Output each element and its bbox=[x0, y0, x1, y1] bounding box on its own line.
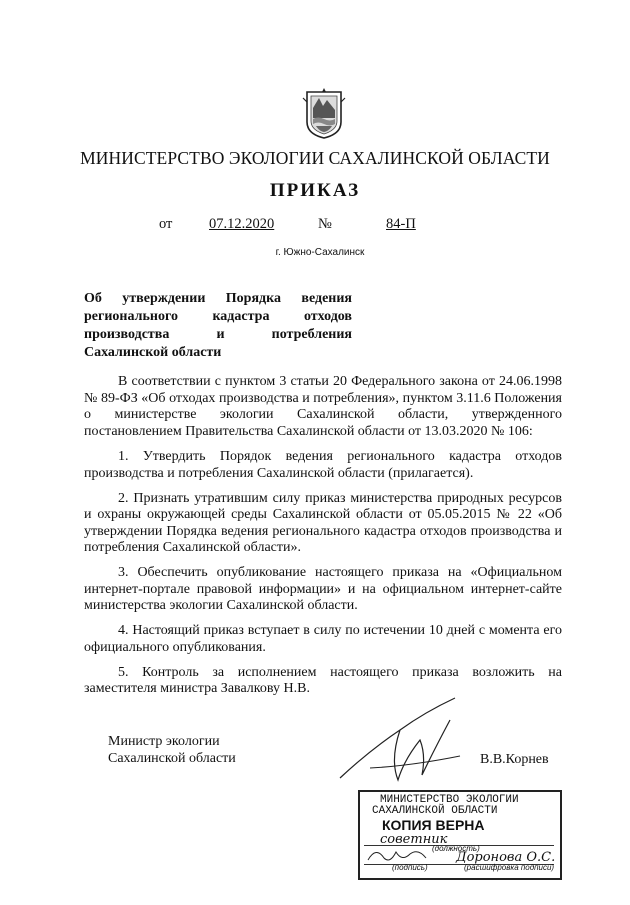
city: г. Южно-Сахалинск bbox=[275, 247, 365, 258]
order-item: 1. Утвердить Порядок ведения регионального кадастра отходов производства и потребления Сахалинской области (прилагается). bbox=[84, 449, 562, 481]
stamp-position-caption: (должность) bbox=[432, 844, 480, 853]
document-title: ПРИКАЗ bbox=[269, 180, 361, 201]
handwritten-signature bbox=[330, 690, 470, 790]
order-item: 3. Обеспечить опубликование настоящего приказа на «Официальном интернет-портале правовой информации» и на официальном интернет-сайте министерства экологии Сахалинской области. bbox=[84, 565, 562, 613]
order-item: 5. Контроль за исполнением настоящего приказа возложить на заместителя министра Завалкову Н.В. bbox=[84, 664, 562, 696]
ministry-name: МИНИСТЕРСТВО ЭКОЛОГИИ САХАЛИНСКОЙ ОБЛАСТИ bbox=[80, 148, 550, 168]
stamp-handwritten-name: Доронова О.С. bbox=[456, 850, 556, 865]
date-label: от bbox=[159, 216, 173, 232]
certification-stamp bbox=[358, 790, 562, 880]
stamp-region-line: САХАЛИНСКОЙ ОБЛАСТИ bbox=[372, 805, 498, 817]
order-date: 07.12.2020 bbox=[209, 216, 275, 232]
order-subject: Об утверждении Порядка ведения регионального кадастра отходов производства и потребления Сахалинской области bbox=[84, 291, 352, 360]
order-item: 2. Признать утратившим силу приказ министерства природных ресурсов и охраны окружающей среды Сахалинской области от 05.05.2015 № 22 «Об утверждении Порядка ведения регионального кадастра отходов производства и потребления Сахалинской области». bbox=[84, 490, 562, 555]
coat-of-arms-icon bbox=[299, 88, 349, 140]
stamp-ministry-line: МИНИСТЕРСТВО ЭКОЛОГИИ bbox=[380, 794, 519, 806]
stamp-name-caption: (расшифровка подписи) bbox=[464, 863, 555, 872]
number-sign: № bbox=[318, 216, 332, 232]
signatory-position bbox=[108, 733, 236, 767]
preamble-paragraph: В соответствии с пунктом 3 статьи 20 Федерального закона от 24.06.1998 № 89-ФЗ «Об отходах производства и потребления», пунктом 3.11.6 Положения о министерстве экологии Сахалинской области, утвержденного постановлением Правительства Сахалинской области от 13.03.2020 № 106: bbox=[84, 374, 562, 439]
position-line: Министр экологии bbox=[108, 734, 220, 749]
signatory-name: В.В.Корнев bbox=[480, 752, 549, 767]
position-line: Сахалинской области bbox=[108, 751, 236, 766]
order-item: 4. Настоящий приказ вступает в силу по истечении 10 дней с момента его официального опубликования. bbox=[84, 623, 562, 655]
order-body bbox=[84, 374, 562, 706]
stamp-signature-caption: (подпись) bbox=[392, 863, 428, 872]
stamp-handwritten-position: советник bbox=[380, 832, 448, 847]
stamp-true-copy: КОПИЯ ВЕРНА bbox=[382, 817, 485, 833]
order-number: 84-П bbox=[386, 216, 416, 232]
